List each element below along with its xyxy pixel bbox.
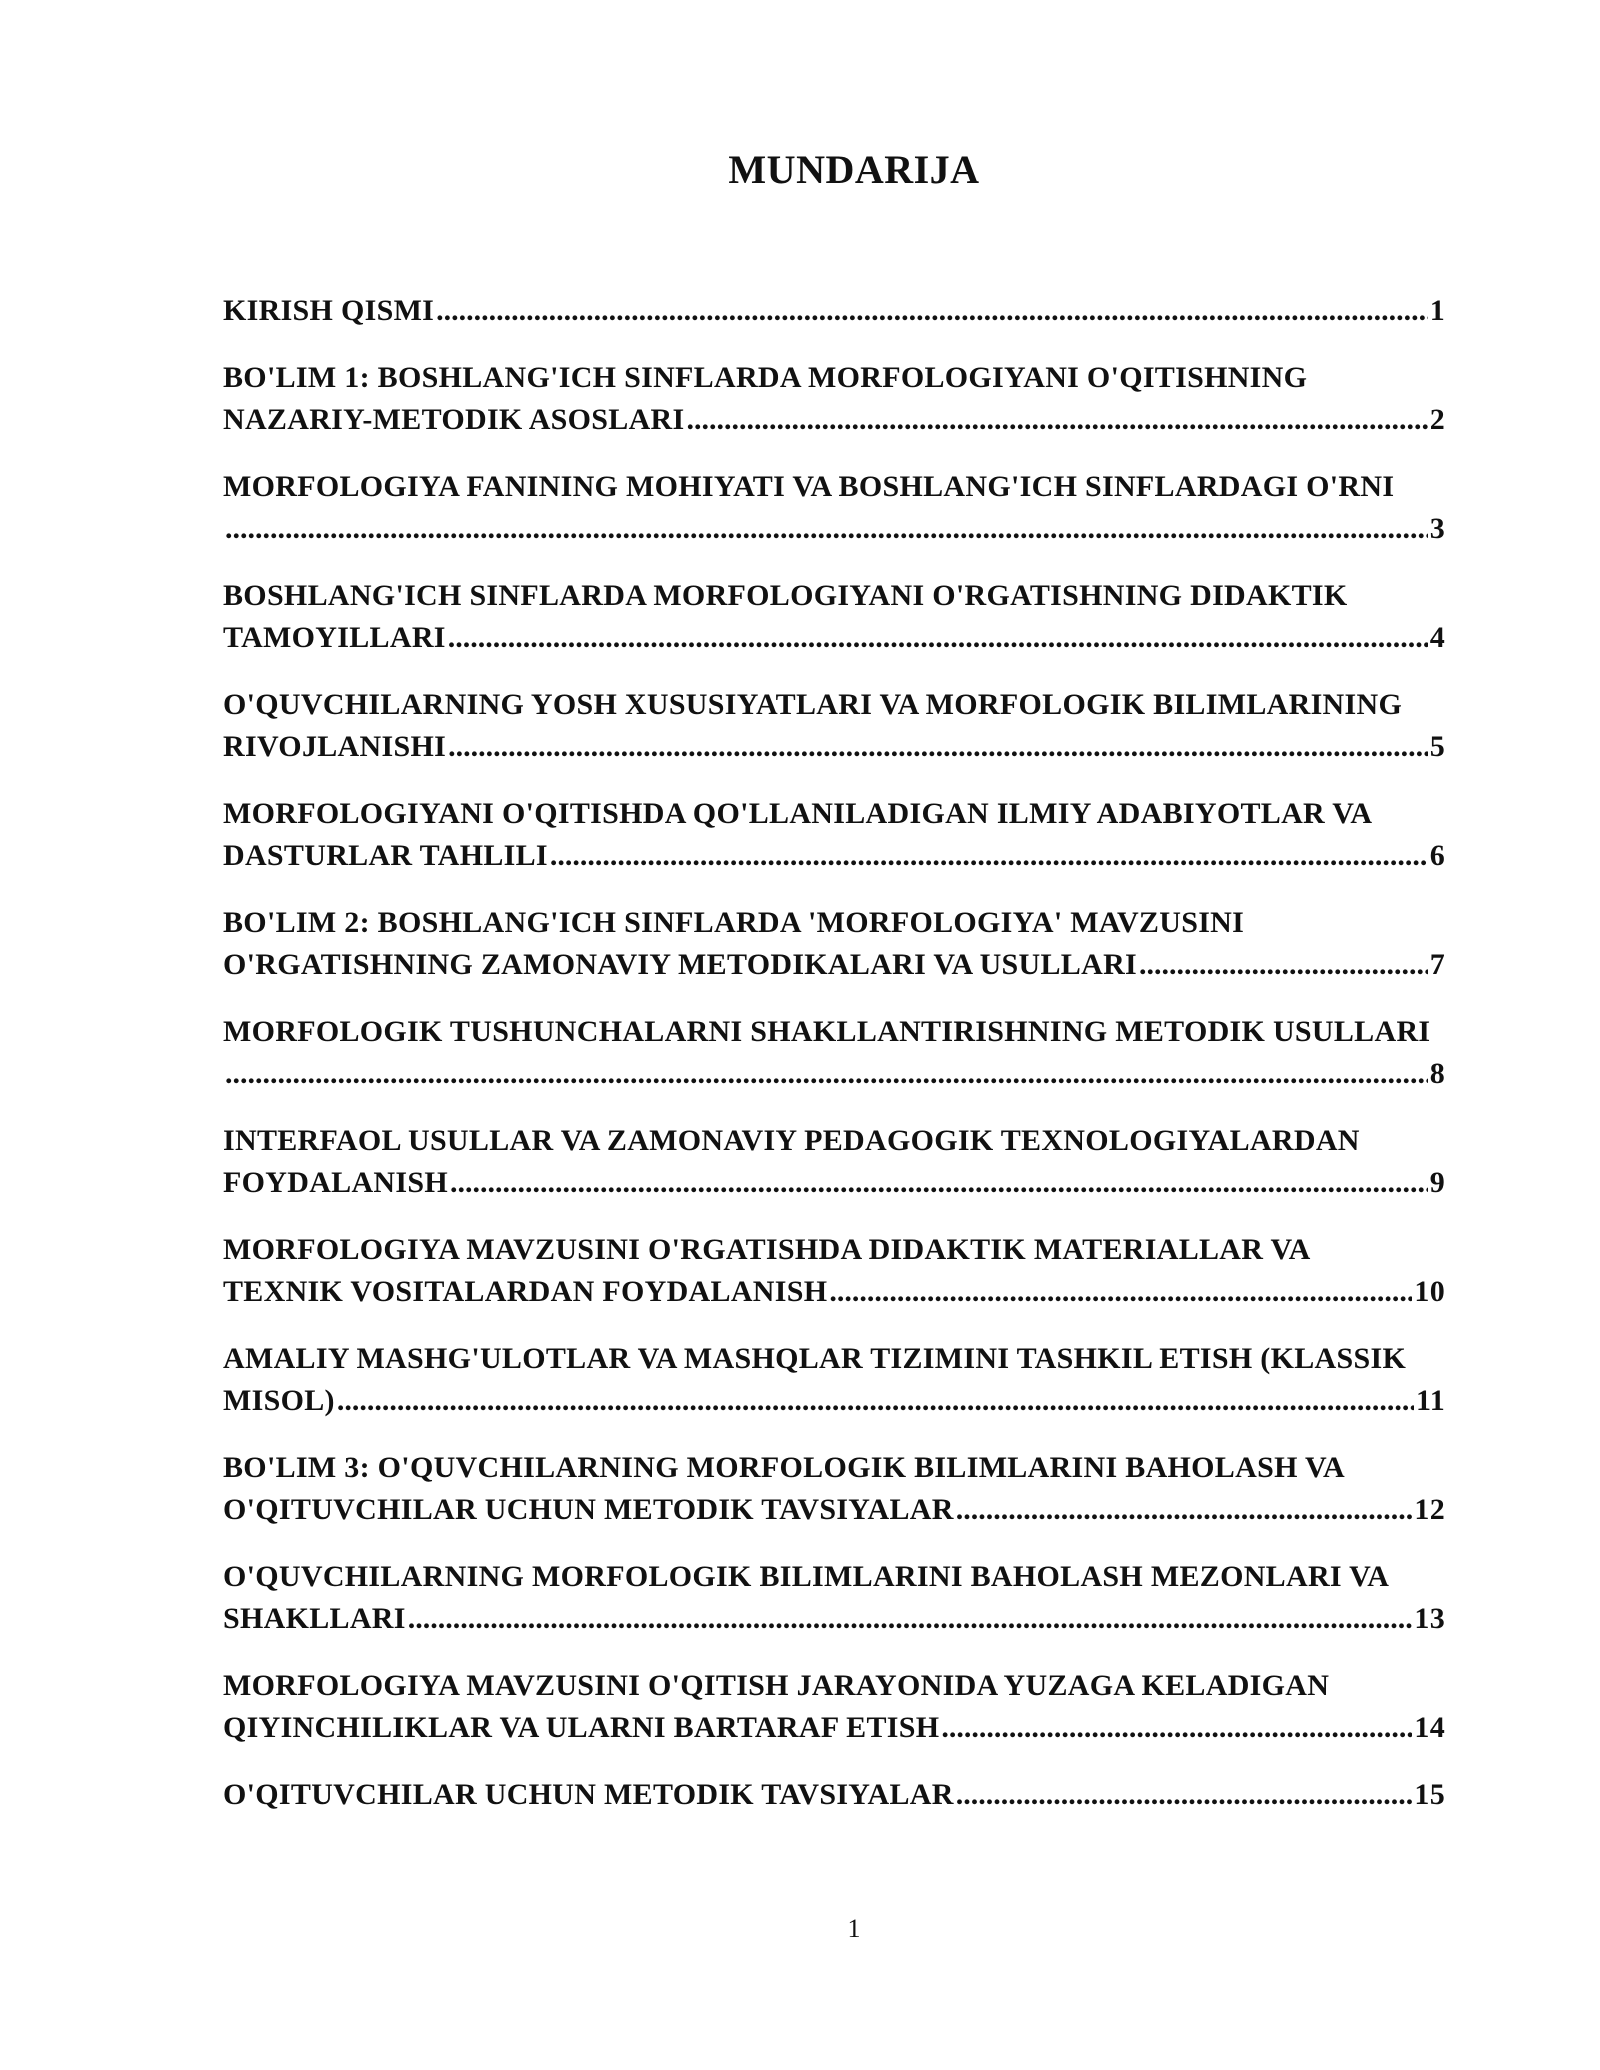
toc-entry[interactable] [223,1447,1445,1531]
toc-entry-leader-line [223,726,1445,768]
toc-entry-page-number: 11 [1416,1384,1445,1417]
toc-entry-page-number: 7 [1429,948,1445,981]
toc-entry-title-line2: O'QITUVCHILAR UCHUN METODIK TAVSIYALAR [223,1493,954,1526]
toc-entry-title-line1: INTERFAOL USULLAR VA ZAMONAVIY PEDAGOGIK TEXNOLOGIYALARDAN [223,1124,1360,1157]
toc-entry[interactable] [223,1229,1445,1313]
toc-entry-leader-line [223,1380,1445,1422]
toc-entry-title-line1: BO'LIM 1: BOSHLANG'ICH SINFLARDA MORFOLOGIYANI O'QITISHNING [223,361,1308,394]
toc-entry-leader-line [223,1489,1445,1531]
dot-leader [956,1774,1413,1816]
toc-entry-title-line1: BO'LIM 2: BOSHLANG'ICH SINFLARDA 'MORFOLOGIYA' MAVZUSINI [223,906,1245,939]
toc-entry-title-line2: RIVOJLANISHI [223,730,447,763]
toc-entry[interactable] [223,1120,1445,1204]
table-of-contents [223,290,1445,1841]
toc-entry-title-line2: QIYINCHILIKLAR VA ULARNI BARTARAF ETISH [223,1711,940,1744]
toc-entry-title-line1: MORFOLOGIK TUSHUNCHALARNI SHAKLLANTIRISHNING METODIK USULLARI [223,1015,1431,1048]
toc-entry-leader-line [223,1707,1445,1749]
toc-entry-leader-line [223,399,1445,441]
toc-entry-title-line1: O'QUVCHILARNING MORFOLOGIK BILIMLARINI BAHOLASH MEZONLARI VA [223,1560,1390,1593]
dot-leader [829,1271,1412,1313]
toc-entry-leader-line [223,617,1445,659]
toc-entry-title-line1: MORFOLOGIYA MAVZUSINI O'QITISH JARAYONIDA YUZAGA KELADIGAN [223,1669,1330,1702]
dot-leader [448,617,1428,659]
toc-entry-title-line2: O'RGATISHNING ZAMONAVIY METODIKALARI VA USULLARI [223,948,1138,981]
toc-entry-page-number: 9 [1429,1166,1445,1199]
toc-entry[interactable] [223,575,1445,659]
toc-entry-leader-line [223,1598,1445,1640]
toc-entry-title-line1: AMALIY MASHG'ULOTLAR VA MASHQLAR TIZIMINI TASHKIL ETISH (KLASSIK [223,1342,1407,1375]
toc-entry[interactable] [223,1011,1445,1095]
dot-leader [337,1380,1414,1422]
toc-entry-leader-line [223,1162,1445,1204]
toc-entry[interactable] [223,290,1445,332]
toc-entry[interactable] [223,1665,1445,1749]
toc-entry[interactable] [223,357,1445,441]
toc-entry[interactable] [223,793,1445,877]
dot-leader [1139,944,1428,986]
toc-entry-title-line2: O'QITUVCHILAR UCHUN METODIK TAVSIYALAR [223,1778,954,1811]
dot-leader [225,1053,1428,1095]
toc-entry[interactable] [223,1338,1445,1422]
dot-leader [436,290,1428,332]
toc-entry[interactable] [223,902,1445,986]
toc-entry-leader-line [223,1271,1445,1313]
toc-entry-page-number: 13 [1414,1602,1445,1635]
toc-entry-title-line2: KIRISH QISMI [223,294,435,327]
toc-entry-leader-line [223,1774,1445,1816]
dot-leader [225,508,1428,550]
page-title: MUNDARIJA [728,147,980,192]
toc-entry-title-line1: BOSHLANG'ICH SINFLARDA MORFOLOGIYANI O'RGATISHNING DIDAKTIK [223,579,1348,612]
toc-entry-page-number: 2 [1429,403,1445,436]
toc-entry-title-line1: MORFOLOGIYA MAVZUSINI O'RGATISHDA DIDAKTIK MATERIALLAR VA [223,1233,1311,1266]
toc-entry-page-number: 8 [1429,1057,1445,1090]
toc-entry-title-line1: BO'LIM 3: O'QUVCHILARNING MORFOLOGIK BILIMLARINI BAHOLASH VA [223,1451,1346,1484]
toc-entry-page-number: 6 [1429,839,1445,872]
toc-entry[interactable] [223,466,1445,550]
dot-leader [686,399,1427,441]
dot-leader [408,1598,1413,1640]
toc-entry[interactable] [223,1774,1445,1816]
dot-leader [450,1162,1428,1204]
dot-leader [941,1707,1412,1749]
toc-entry-page-number: 4 [1429,621,1445,654]
toc-entry-title-line2: TAMOYILLARI [223,621,446,654]
dot-leader [448,726,1428,768]
toc-entry-page-number: 14 [1414,1711,1445,1744]
toc-entry-title-line2: MISOL) [223,1384,335,1417]
toc-entry-title-line2: NAZARIY-METODIK ASOSLARI [223,403,685,436]
toc-entry-leader-line [223,944,1445,986]
toc-entry-title-line1: MORFOLOGIYANI O'QITISHDA QO'LLANILADIGAN ILMIY ADABIYOTLAR VA [223,797,1373,830]
toc-entry-title-line2: DASTURLAR TAHLILI [223,839,548,872]
toc-entry-page-number: 12 [1414,1493,1445,1526]
toc-entry-leader-line [223,508,1445,550]
toc-entry-page-number: 5 [1429,730,1445,763]
dot-leader [550,835,1428,877]
toc-entry-page-number: 15 [1414,1778,1445,1811]
toc-entry-title-line1: O'QUVCHILARNING YOSH XUSUSIYATLARI VA MORFOLOGIK BILIMLARINING [223,688,1403,721]
toc-entry-leader-line [223,835,1445,877]
toc-entry-title-line2: TEXNIK VOSITALARDAN FOYDALANISH [223,1275,828,1308]
toc-entry-page-number: 3 [1429,512,1445,545]
toc-entry[interactable] [223,1556,1445,1640]
footer-page-number: 1 [847,1914,861,1943]
toc-entry-page-number: 10 [1414,1275,1445,1308]
toc-entry-page-number: 1 [1429,294,1445,327]
toc-entry-leader-line [223,290,1445,332]
dot-leader [956,1489,1413,1531]
toc-entry[interactable] [223,684,1445,768]
toc-entry-title-line2: FOYDALANISH [223,1166,448,1199]
toc-entry-title-line1: MORFOLOGIYA FANINING MOHIYATI VA BOSHLANG'ICH SINFLARDAGI O'RNI [223,470,1395,503]
toc-entry-title-line2: SHAKLLARI [223,1602,406,1635]
toc-entry-leader-line [223,1053,1445,1095]
